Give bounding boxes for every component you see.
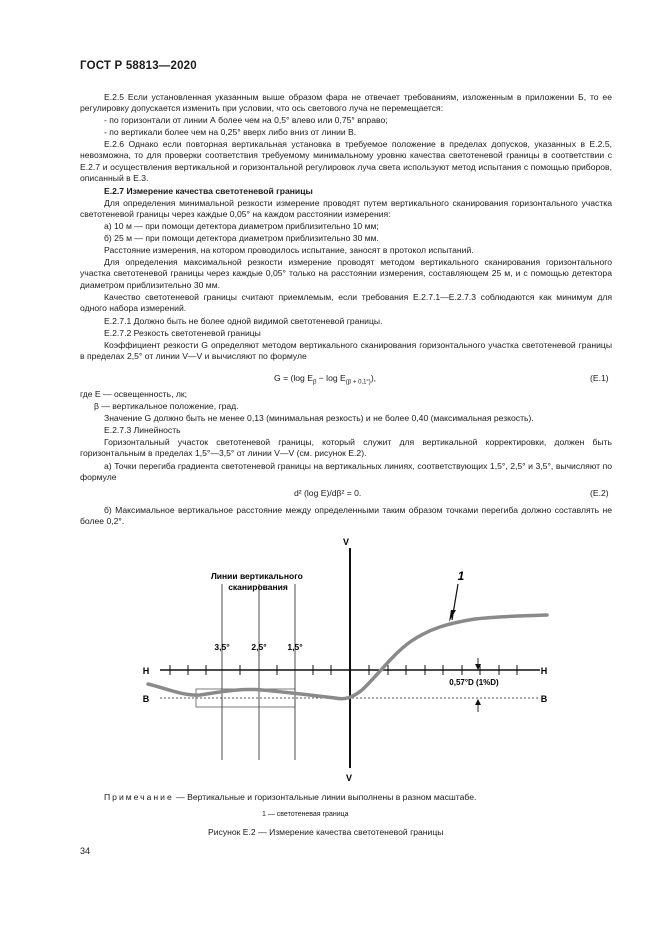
- page-number: 34: [80, 846, 91, 856]
- paragraph-e27-2: Расстояние измерения, на котором проводилось испытание, заносят в протокол испытаний.: [104, 245, 474, 255]
- paragraph-e273: Е.2.7.3 Линейность: [104, 425, 181, 435]
- where-line-2: β — вертикальное положение, град.: [94, 401, 239, 411]
- b-line-label-right: B: [540, 694, 548, 704]
- paragraph-e273-1: Горизонтальный участок светотеневой границы, который служит для вертикальной корректировки, должен быть горизонтальным в пределах 1,5°—3,5° от линии V—V (см. рисунок Е.2).: [80, 437, 612, 459]
- b-line-label-left: B: [142, 694, 150, 704]
- formula-e2: d² (log E)/dβ² = 0.: [294, 488, 362, 498]
- paragraph-e273-b: б) Максимальное вертикальное расстояние между определенными таким образом точками перегиба должно составлять не более 0,2°.: [80, 505, 612, 527]
- equation-number-e2: (Е.2): [590, 488, 609, 498]
- paragraph-e27-3: Для определения максимальной резкости измерение проводят методом вертикального сканирования горизонтального участка светотеневой границы через каждые 0,05° только на расстоянии измерения, составляющем 25 м, и с помощью детектора диаметром приблизительно 30 мм.: [80, 257, 612, 290]
- list-item: - по горизонтали от линии А более чем на 0,5° влево или 0,75° вправо;: [104, 115, 388, 125]
- angle-label-1-5: 1,5°: [287, 642, 303, 652]
- curve-leader-arrow: [449, 610, 456, 622]
- angle-label-2-5: 2,5°: [251, 642, 267, 652]
- h-axis-label-left: H: [142, 666, 150, 676]
- paragraph-e273-a: а) Точки перегиба градиента светотеневой границы на вертикальных линиях, соответствующих 1,5°, 2,5° и 3,5°, вычисляют по формуле: [80, 461, 612, 483]
- v-axis-label-bottom: V: [345, 773, 353, 783]
- note-text: — Вертикальные и горизонтальные линии выполнены в разном масштабе.: [173, 792, 477, 802]
- formula-e1: G = (log $E_\beta - \log E_{(\beta + 0,1^\circ)}$),: [274, 373, 377, 386]
- paragraph-e27-1: Для определения минимальной резкости измерение проводят путем вертикального сканирования горизонтального участка светотеневой границы через каждые 0,05° на каждом расстоянии измерения:: [80, 198, 612, 220]
- list-item: б) 25 м — при помощи детектора диаметром приблизительно 30 мм.: [104, 233, 379, 243]
- figure-legend: 1 — светотеневая граница: [262, 811, 349, 818]
- list-item: - по вертикали более чем на 0,25° вверх либо вниз от линии В.: [104, 127, 357, 137]
- figure-note: [104, 792, 476, 802]
- paragraph-e25: Е.2.5 Если установленная указанным выше образом фара не отвечает требованиям, изложенным в приложении Б, то ее регулировку допускается изменить при условии, что ось светового луча не перемещается:: [80, 92, 612, 114]
- h-axis-label-right: H: [540, 666, 548, 676]
- list-item: а) 10 м — при помощи детектора диаметром приблизительно 10 мм;: [104, 221, 379, 231]
- equation-number-e1: (Е.1): [590, 373, 609, 383]
- paragraph-e27-4: Качество светотеневой границы считают приемлемым, если требования Е.2.7.1—Е.2.7.3 соблюдаются как минимум для одного набора измерений.: [80, 292, 612, 314]
- section-heading-e27: Е.2.7 Измерение качества светотеневой границы: [104, 186, 313, 196]
- offset-label: 0,57°D (1%D): [449, 678, 499, 687]
- paragraph-g-value: Значение G должно быть не менее 0,13 (минимальная резкость) и не более 0,40 (максимальная резкость).: [104, 413, 534, 423]
- page-header: ГОСТ Р 58813—2020: [80, 60, 197, 72]
- paragraph-e272-1: Коэффициент резкости G определяют методом вертикального сканирования горизонтального участка светотеневой границы в пределах 2,5° от линии V—V и вычисляют по формуле: [80, 340, 612, 362]
- note-label: Примечание: [104, 792, 174, 802]
- figure-caption: Рисунок Е.2 — Измерение качества светотеневой границы: [208, 827, 444, 837]
- v-axis-label-top: V: [342, 537, 350, 547]
- curve-label: 1: [457, 569, 465, 583]
- paragraph-e272: Е.2.7.2 Резкость светотеневой границы: [104, 328, 261, 338]
- figure-e2: [0, 530, 661, 790]
- scan-lines-title: Линии вертикального сканирования: [210, 571, 303, 592]
- paragraph-e271: Е.2.7.1 Должно быть не более одной видимой светотеневой границы.: [104, 316, 383, 326]
- paragraph-e26: Е.2.6 Однако если повторная вертикальная установка в требуемое положение в пределах допусков, указанных в Е.2.5, невозможна, то для проверки соответствия требуемому минимальному уровню качества светотеневой границы в соответствии с Е.2.7 и осуществления вертикальной и горизонтальной регулировок луча света используют метод испытания с помощью приборов, описанный в Е.3.: [80, 139, 612, 184]
- angle-label-3-5: 3,5°: [214, 642, 230, 652]
- where-line-1: где E — освещенность, лк;: [80, 389, 188, 399]
